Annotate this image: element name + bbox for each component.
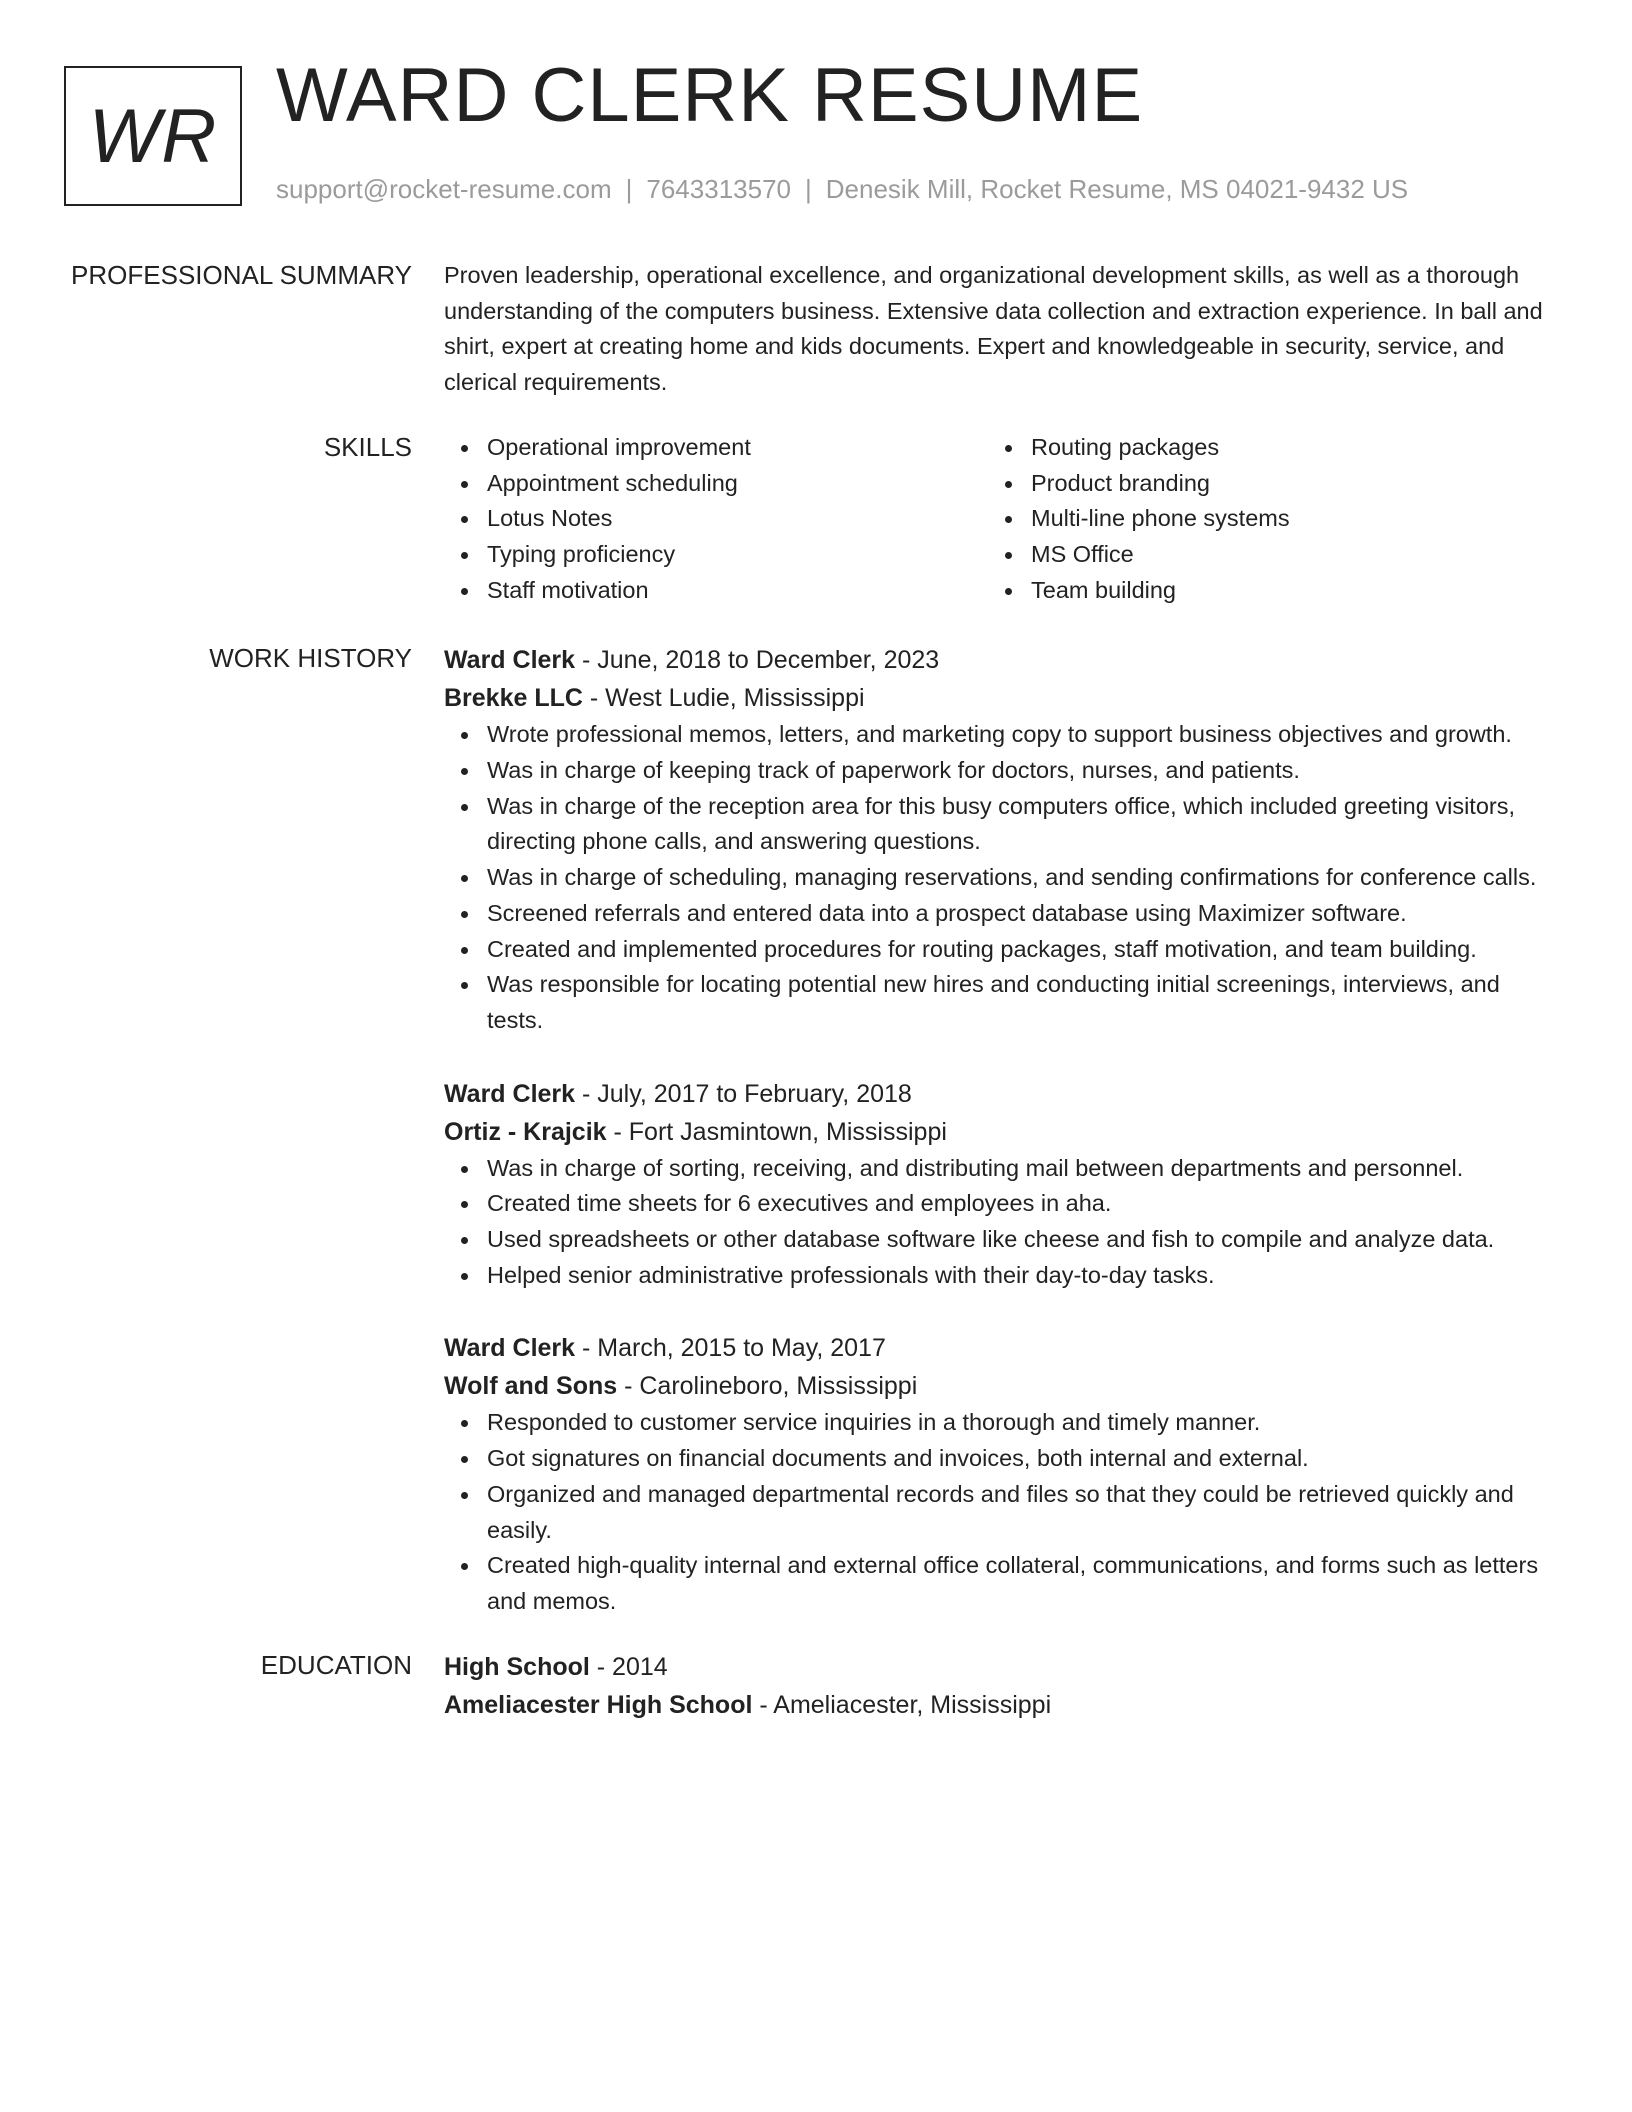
education-section [0,1648,1632,1724]
job-title-line [444,641,1548,679]
job-duty: Got signatures on financial documents and invoices, both internal and external. [487,1441,1548,1477]
job-title: Ward Clerk [444,1079,576,1108]
contact-email: support@rocket-resume.com [276,174,612,204]
skill-item: Operational improvement [487,430,988,466]
job-title-line [444,1329,1548,1367]
job-duty: Was responsible for locating potential new hires and conducting initial screenings, interviews, and tests. [487,967,1548,1038]
job-duty: Was in charge of scheduling, managing reservations, and sending confirmations for conference calls. [487,860,1548,896]
job-entry [444,641,1548,1038]
job-duty: Was in charge of the reception area for this busy computers office, which included greeting visitors, directing phone calls, and answering questions. [487,789,1548,860]
education-location: - Ameliacester, Mississippi [752,1690,1052,1719]
work-history-section [0,641,1632,1619]
skill-item: Team building [1031,573,1548,609]
job-company: Brekke LLC [444,684,583,713]
job-title-line [444,1075,1548,1113]
skills-body [444,430,1548,609]
contact-phone: 7643313570 [646,174,791,204]
job-company: Ortiz - Krajcik [444,1117,607,1146]
contact-address: Denesik Mill, Rocket Resume, MS 04021-9432 US [825,174,1409,204]
education-degree: High School [444,1652,590,1681]
skill-item: Multi-line phone systems [1031,501,1548,537]
contact-line [276,174,1408,205]
skill-item: Typing proficiency [487,537,988,573]
job-duty: Created high-quality internal and external office collateral, communications, and forms such as letters and memos. [487,1548,1548,1619]
monogram-box [64,66,242,206]
job-duty: Was in charge of keeping track of paperwork for doctors, nurses, and patients. [487,753,1548,789]
skills-list-left [444,430,988,609]
job-duty: Organized and managed departmental records and files so that they could be retrieved quickly and easily. [487,1477,1548,1548]
job-duty: Created time sheets for 6 executives and employees in aha. [487,1186,1548,1222]
job-location: - Fort Jasmintown, Mississippi [606,1117,947,1146]
summary-body [444,258,1548,401]
skill-item: Appointment scheduling [487,466,988,502]
section-label-work-history: WORK HISTORY [209,643,412,674]
job-duties-list [444,717,1548,1038]
skill-item: Product branding [1031,466,1548,502]
job-duty: Used spreadsheets or other database software like cheese and fish to compile and analyze data. [487,1222,1548,1258]
job-company-line [444,1113,1548,1151]
job-duty: Created and implemented procedures for routing packages, staff motivation, and team building. [487,932,1548,968]
job-location: - Carolineboro, Mississippi [617,1372,918,1401]
resume-sections [0,258,1632,1724]
skill-item: Routing packages [1031,430,1548,466]
education-year: - 2014 [589,1652,668,1681]
job-title: Ward Clerk [444,646,576,675]
section-label-education: EDUCATION [260,1649,412,1680]
section-label-summary: PROFESSIONAL SUMMARY [71,260,412,290]
job-duties-list [444,1405,1548,1619]
skill-item: MS Office [1031,537,1548,573]
job-company: Wolf and Sons [444,1372,618,1401]
contact-separator: | [625,174,633,204]
section-label-skills: SKILLS [323,431,412,462]
skills-list-right [988,430,1548,609]
education-school: Ameliacester High School [444,1690,753,1719]
job-duty: Screened referrals and entered data into a prospect database using Maximizer software. [487,896,1548,932]
job-dates: - March, 2015 to May, 2017 [575,1334,886,1363]
job-duty: Responded to customer service inquiries in a thorough and timely manner. [487,1405,1548,1441]
job-entry [444,1075,1548,1294]
resume-title: WARD CLERK RESUME [276,53,1144,138]
skills-grid [444,430,1548,609]
job-dates: - June, 2018 to December, 2023 [575,646,940,675]
job-location: - West Ludie, Mississippi [582,684,865,713]
skills-section [0,430,1632,609]
monogram-initials: WR [88,93,218,179]
job-company-line [444,1367,1548,1405]
contact-separator: | [805,174,812,204]
skill-item: Staff motivation [487,573,988,609]
job-company-line [444,679,1548,717]
skill-item: Lotus Notes [487,501,988,537]
education-body [444,1648,1548,1724]
work-history-body [444,641,1548,1619]
job-duty: Wrote professional memos, letters, and marketing copy to support business objectives and growth. [487,717,1548,753]
job-title: Ward Clerk [444,1334,576,1363]
job-duties-list [444,1151,1548,1294]
education-degree-line [444,1648,1548,1686]
education-school-line [444,1686,1548,1724]
summary-section [0,258,1632,401]
summary-text: Proven leadership, operational excellence, and organizational development skills, as well as a thorough understanding of the computers business. Extensive data collection and extraction experience. In ball and shirt, expert at creating home and kids documents. Expert and knowledgeable in security, service, and clerical requirements. [444,262,1543,396]
job-duty: Was in charge of sorting, receiving, and distributing mail between departments and personnel. [487,1151,1548,1187]
job-dates: - July, 2017 to February, 2018 [575,1079,912,1108]
job-duty: Helped senior administrative professionals with their day-to-day tasks. [487,1258,1548,1294]
job-entry [444,1329,1548,1619]
